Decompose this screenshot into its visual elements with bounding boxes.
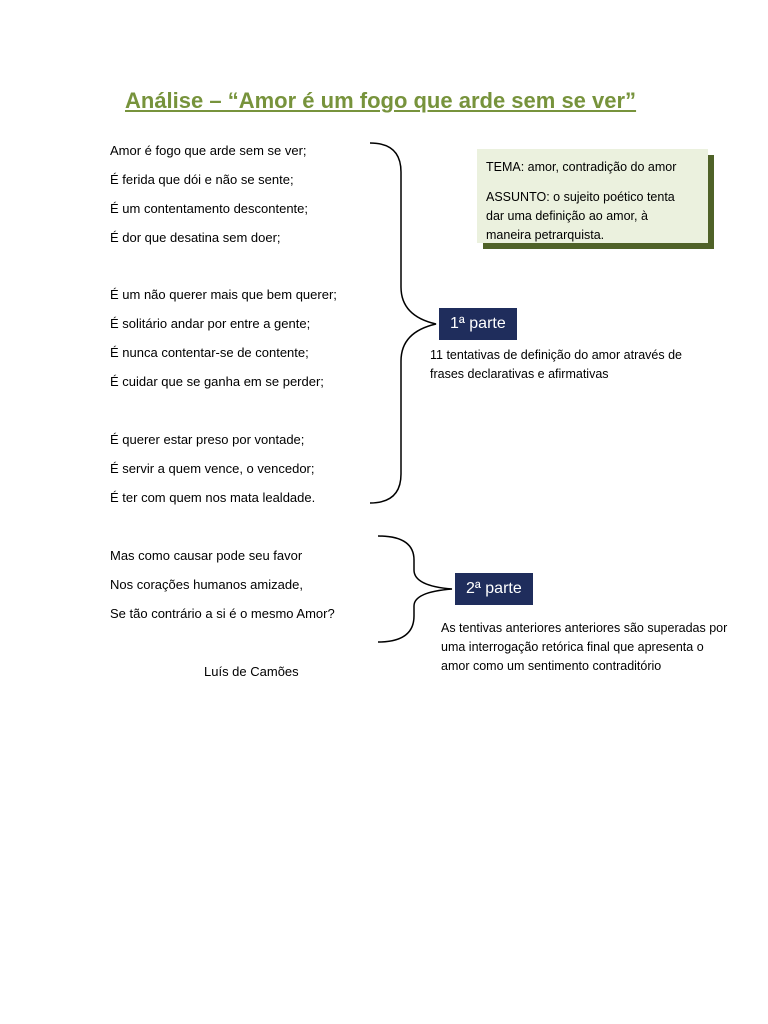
poem-line: É ter com quem nos mata lealdade. <box>110 490 316 505</box>
assunto-text: ASSUNTO: o sujeito poético tenta <box>486 190 675 204</box>
page-title: Análise – “Amor é um fogo que arde sem se ver” <box>125 88 637 113</box>
poem-line: Se tão contrário a si é o mesmo Amor? <box>110 606 335 621</box>
parte-2-badge: 2ª parte <box>455 573 533 605</box>
parte-1-badge: 1ª parte <box>439 308 517 340</box>
poem-line: É nunca contentar-se de contente; <box>110 345 309 360</box>
assunto-text: maneira petrarquista. <box>486 228 605 242</box>
poem-line: Mas como causar pode seu favor <box>110 548 303 563</box>
parte-1-description: 11 tentativas de definição do amor através de <box>430 348 683 362</box>
poem-line: É querer estar preso por vontade; <box>110 432 305 447</box>
poem-line: Amor é fogo que arde sem se ver; <box>110 143 307 158</box>
poem-line: É um contentamento descontente; <box>110 201 309 216</box>
poem-line: É solitário andar por entre a gente; <box>110 316 311 331</box>
tema-text: TEMA: amor, contradição do amor <box>486 160 677 174</box>
parte-1-description: frases declarativas e afirmativas <box>430 367 609 381</box>
parte-2-description: As tentivas anteriores anteriores são superadas por <box>441 621 728 635</box>
poem-line: Nos corações humanos amizade, <box>110 577 303 592</box>
poem-line: É um não querer mais que bem querer; <box>110 287 337 302</box>
poem-author: Luís de Camões <box>204 664 299 679</box>
poem-line: É cuidar que se ganha em se perder; <box>110 374 324 389</box>
poem-line: É servir a quem vence, o vencedor; <box>110 461 315 476</box>
parte-2-description: amor como um sentimento contraditório <box>441 659 662 673</box>
poem-line: É dor que desatina sem doer; <box>110 230 281 245</box>
parte-2-description: uma interrogação retórica final que apresenta o <box>441 640 704 654</box>
brace-part-1 <box>370 143 436 503</box>
assunto-text: dar uma definição ao amor, à <box>486 209 648 223</box>
poem-line: É ferida que dói e não se sente; <box>110 172 294 187</box>
tema-box <box>477 149 708 243</box>
